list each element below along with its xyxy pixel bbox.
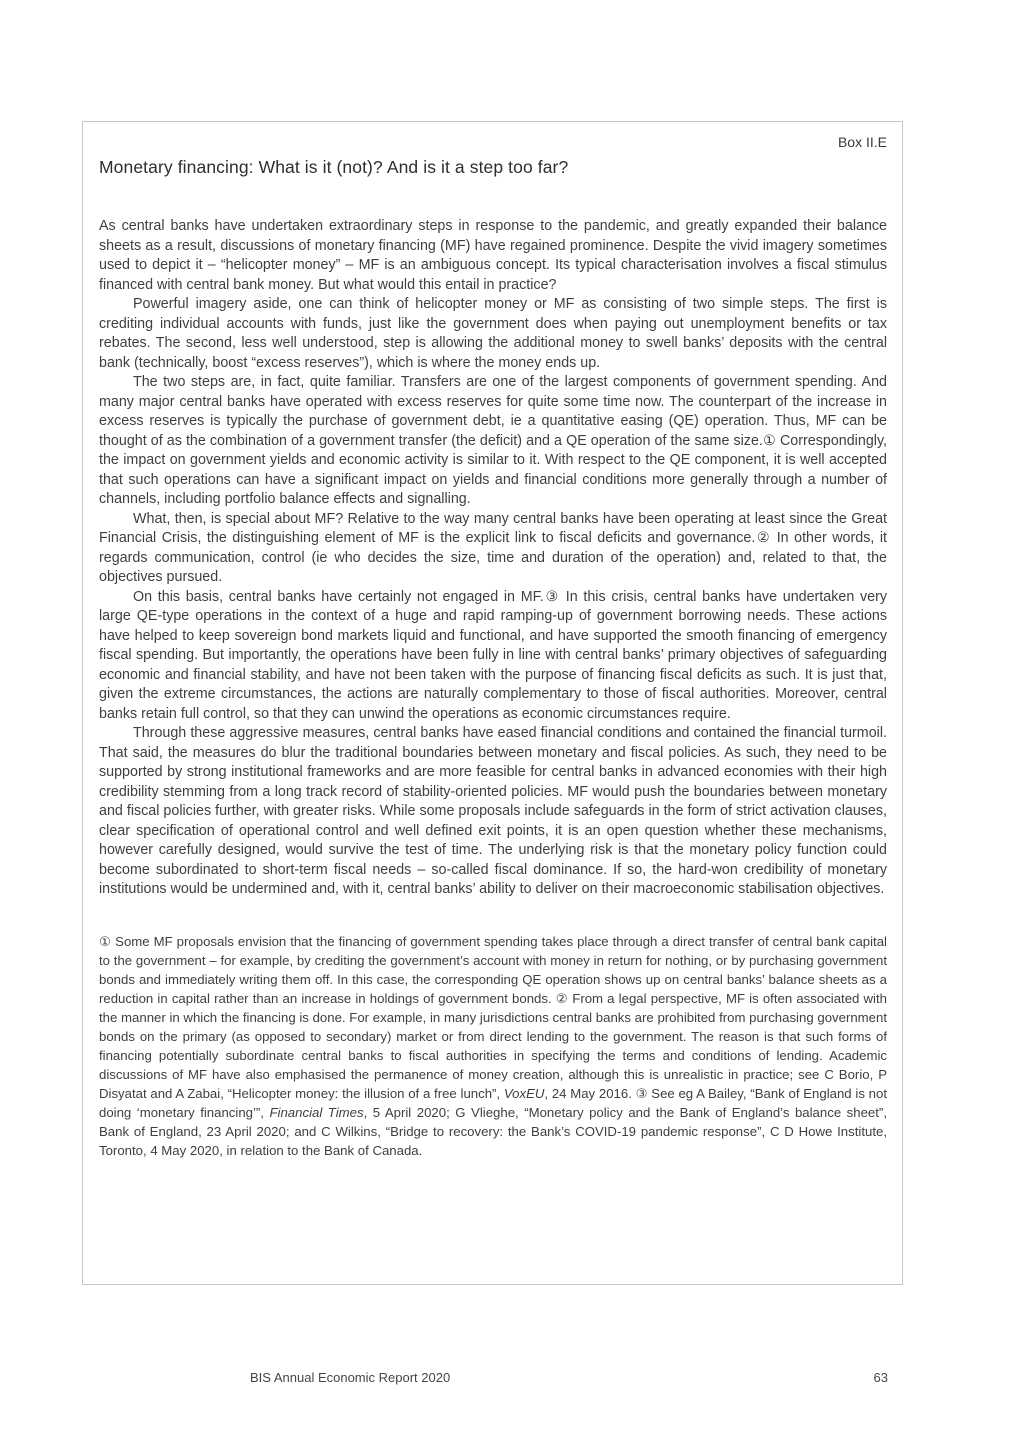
paragraph-2: Powerful imagery aside, one can think of helicopter money or MF as consisting of two simple steps. The first is crediting individual accounts with funds, just like the government does when paying out unemployment benefits or tax rebates. The second, less well understood, step is allowing the additional money to swell banks’ deposits with the central bank (technically, boost “excess reserves”), which is where the money ends up. [99, 296, 887, 371]
page-number: 63 [873, 1370, 888, 1385]
page-footer [82, 1369, 888, 1386]
footnote-segment-italic-financial-times: Financial Times [269, 1104, 364, 1120]
footnote-segment-italic-voxeu: VoxEU [503, 1085, 545, 1101]
footnotes-block [99, 932, 887, 1160]
paragraph-3: The two steps are, in fact, quite familiar. Transfers are one of the largest components of government spending. And many major central banks have operated with excess reserves for quite some time now. The counterpart of the increase in excess reserves is typically the purchase of government debt, ie a quantitative easing (QE) operation. Thus, MF can be thought of as the combination of a government transfer (the deficit) and a QE operation of the same size.① Correspondingly, the impact on government yields and economic activity is similar to it. With respect to the QE component, it is well accepted that such operations can have a significant impact on yields and financial conditions more generally through a number of channels, including portfolio balance effects and signalling. [99, 374, 887, 507]
paragraph-1: As central banks have undertaken extraordinary steps in response to the pandemic, and greatly expanded their balance sheets as a result, discussions of monetary financing (MF) have regained prominence. Despite the vivid imagery sometimes used to depict it – “helicopter money” – MF is an ambiguous concept. Its typical characterisation involves a fiscal stimulus financed with central bank money. But what would this entail in practice? [99, 218, 887, 293]
box-label: Box II.E [837, 134, 887, 150]
box-ii-e-panel [82, 121, 903, 1285]
paragraph-4: What, then, is special about MF? Relative to the way many central banks have been operating at least since the Great Financial Crisis, the distinguishing element of MF is the explicit link to fiscal deficits and governance.② In other words, it regards communication, control (ie who decides the size, time and duration of the operation) and, related to that, the objectives pursued. [99, 510, 887, 585]
box-body [99, 217, 887, 900]
paragraph-6: Through these aggressive measures, central banks have eased financial conditions and contained the financial turmoil. That said, the measures do blur the traditional boundaries between monetary and fiscal policies. As such, they need to be supported by strong institutional frameworks and are more feasible for central banks in advanced economies with their high credibility stemming from a long track record of stability-oriented policies. MF would push the boundaries between monetary and fiscal policies further, with greater risks. While some proposals include safeguards in the form of strict activation clauses, clear specification of operational control and well defined exit points, it is an open question whether these mechanisms, however carefully designed, would survive the test of time. The underlying risk is that the monetary policy function could become subordinated to short-term fiscal needs – so-called fiscal dominance. If so, the hard-won credibility of monetary institutions would be undermined and, with it, central banks’ ability to deliver on their macroeconomic stabilisation objectives. [99, 725, 887, 897]
footnote-segment: , 5 April 2020; G Vlieghe, “Monetary policy and the Bank of England’s balance sheet”, Bank of England, 23 April 2020; and C Wilkins, “Bridge to recovery: the Bank’s COVID-19 pandemic response”, C D Howe Institute, Toronto, 4 May 2020, in relation to the Bank of Canada. [99, 1104, 887, 1158]
footnote-segment: ① Some MF proposals envision that the financing of government spending takes place through a direct transfer of central bank capital to the government – for example, by crediting the government’s account with money in return for nothing, or by purchasing government bonds and immediately writing them off. In this case, the corresponding QE operation shows up on central banks’ balance sheets as a reduction in capital rather than an increase in holdings of government bonds. ② From a legal perspective, MF is often associated with the manner in which the financing is done. For example, in many jurisdictions central banks are prohibited from purchasing government bonds on the primary (as opposed to secondary) market or from direct lending to the government. The reason is that such forms of financing potentially subordinate central banks to fiscal authorities in specifying the terms and conditions of lending. Academic discussions of MF have also emphasised the permanence of money creation, although this is unrealistic in practice; see C Borio, P Disyatat and A Zabai, “Helicopter money: the illusion of a free lunch”, [99, 933, 887, 1101]
paragraph-5: On this basis, central banks have certainly not engaged in MF.③ In this crisis, central banks have undertaken very large QE-type operations in the context of a huge and rapid ramping-up of government borrowing needs. These actions have helped to keep sovereign bond markets liquid and functional, and have supported the smooth financing of emergency fiscal spending. But importantly, the operations have been fully in line with central banks’ primary objectives of safeguarding economic and financial stability, and have not been taken with the purpose of financing fiscal deficits as such. It is just that, given the extreme circumstances, the actions are naturally complementary to those of fiscal authorities. Moreover, central banks retain full control, so that they can unwind the operations as economic circumstances require. [99, 588, 887, 722]
footer-report-title: BIS Annual Economic Report 2020 [250, 1370, 451, 1385]
box-title: Monetary financing: What is it (not)? And is it a step too far? [99, 157, 569, 177]
footnote-segment: , 24 May 2016. ③ See eg A Bailey, “Bank of England is not doing ‘monetary financing’”, [99, 1085, 887, 1120]
